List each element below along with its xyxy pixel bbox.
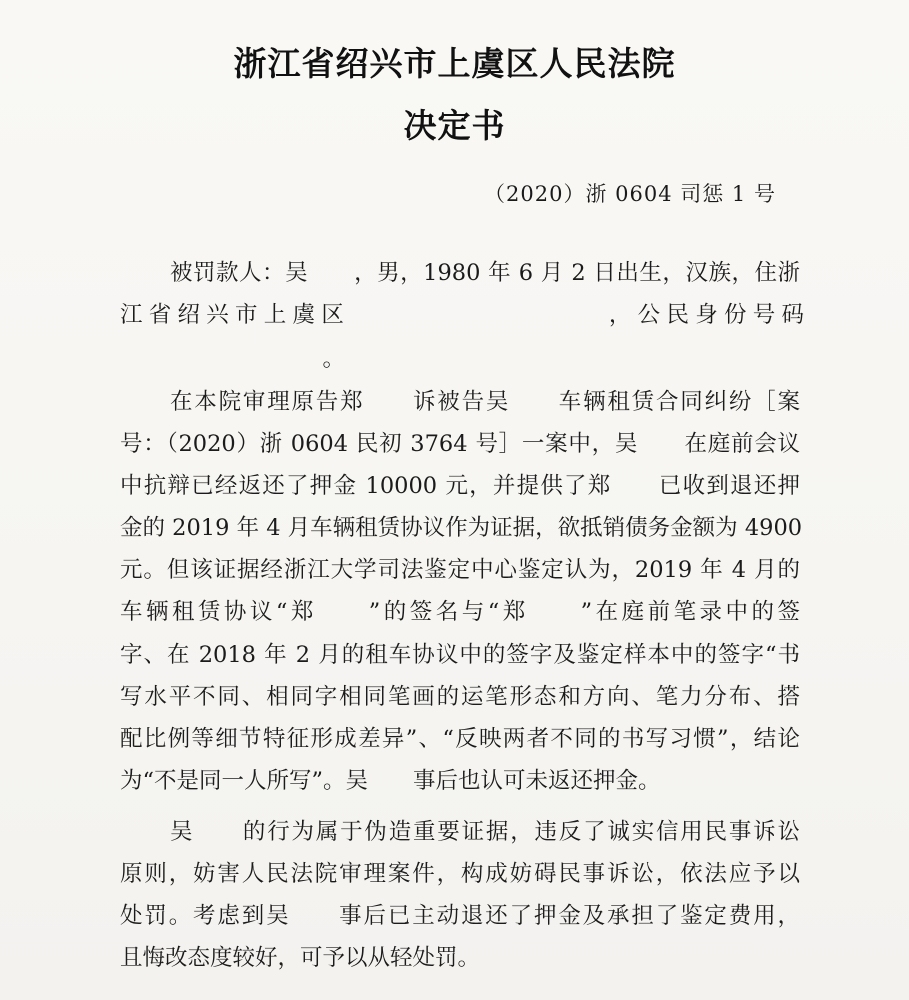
paragraph-line: 江省绍兴市上虞区 ，公民身份号码 <box>120 302 804 328</box>
paragraph-line: 号：（2020）浙 0604 民初 3764 号］一案中，吴 在庭前会议 <box>120 431 800 457</box>
paragraph-line: 字、在 2018 年 2 月的租车协议中的签字及鉴定样本中的签字“书 <box>120 642 800 668</box>
paragraph-line: 车辆租赁协议“郑 ”的签名与“郑 ”在庭前笔录中的签 <box>120 599 800 625</box>
court-name: 浙江省绍兴市上虞区人民法院 <box>233 44 676 83</box>
paragraph-line: 金的 2019 年 4 月车辆租赁协议作为证据，欲抵销债务金额为 4900 <box>120 515 803 541</box>
paragraph-line: 元。但该证据经浙江大学司法鉴定中心鉴定认为，2019 年 4 月的 <box>120 557 800 583</box>
paragraph-line: 原则，妨害人民法院审理案件，构成妨碍民事诉讼，依法应予以 <box>120 861 800 887</box>
paragraph-line: 写水平不同、相同字相同笔画的运笔形态和方向、笔力分布、搭 <box>120 684 800 710</box>
case-number: （2020）浙 0604 司惩 1 号 <box>484 182 776 206</box>
document-title: 决定书 <box>403 106 506 145</box>
paragraph-line: 配比例等细节特征形成差异”、“反映两者不同的书写习惯”，结论 <box>120 726 800 752</box>
paragraph-line: 中抗辩已经返还了押金 10000 元，并提供了郑 已收到退还押 <box>120 473 800 499</box>
paragraph-line: 为“不是同一人所写”。吴 事后也认可未返还押金。 <box>120 768 661 794</box>
paragraph-line: 在本院审理原告郑 诉被告吴 车辆租赁合同纠纷［案 <box>170 389 800 415</box>
paragraph-line: 处罚。考虑到吴 事后已主动退还了押金及承担了鉴定费用， <box>120 903 800 929</box>
paragraph-line: 被罚款人：吴 ，男，1980 年 6 月 2 日出生，汉族，住浙 <box>170 260 800 286</box>
paragraph-line: 。 <box>120 346 346 372</box>
paragraph-line: 吴 的行为属于伪造重要证据，违反了诚实信用民事诉讼 <box>170 819 800 845</box>
paragraph-line: 且悔改态度较好，可予以从轻处罚。 <box>120 945 481 971</box>
